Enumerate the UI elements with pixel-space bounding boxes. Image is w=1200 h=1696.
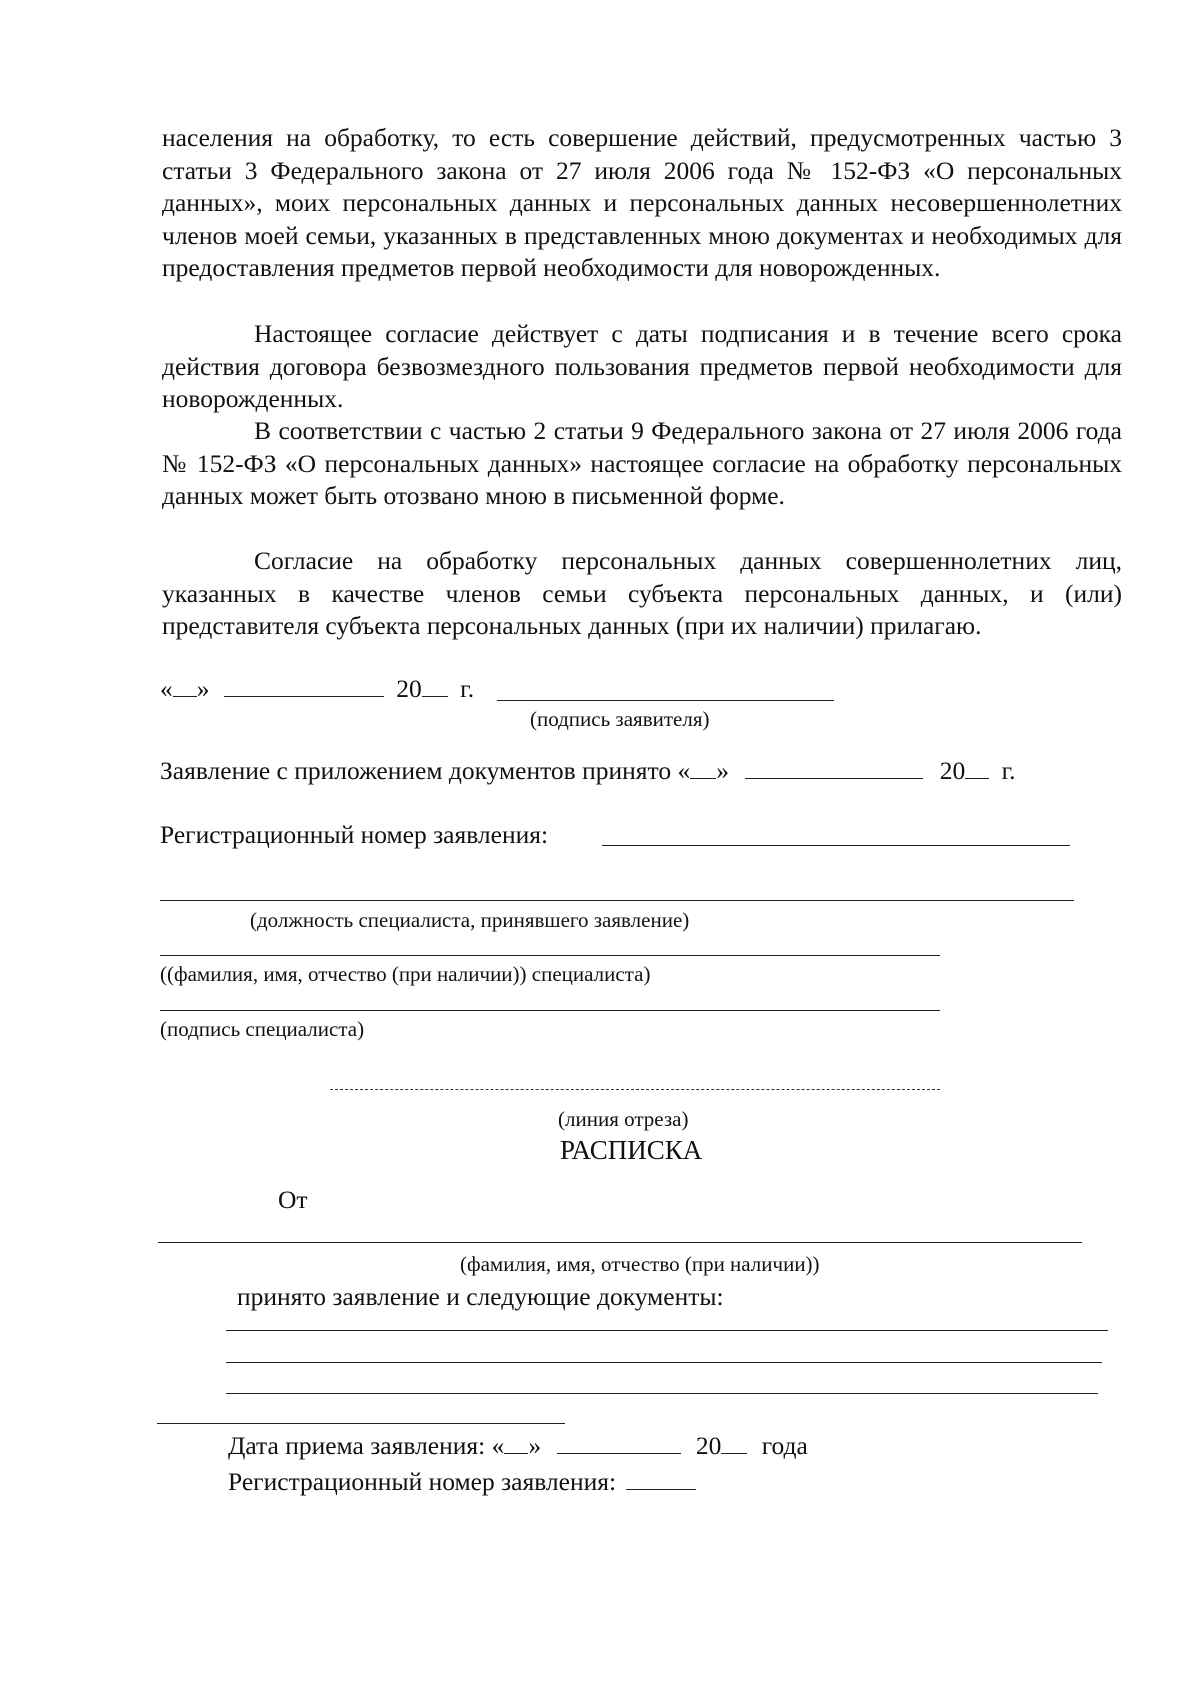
year-field[interactable] <box>422 674 448 697</box>
applicant-date-line <box>160 674 474 704</box>
receipt-title: РАСПИСКА <box>560 1135 703 1165</box>
paragraph-consent-validity: Настоящее согласие действует с даты подписания и в течение всего срока действия договора безвозмездного пользования предметов первой необходимости для новорожденных. <box>162 319 1122 413</box>
registration-label: Регистрационный номер заявления: <box>160 820 549 849</box>
receipt-reg-label: Регистрационный номер заявления: <box>228 1467 617 1496</box>
applicant-signature-field[interactable] <box>497 700 834 701</box>
year-suffix: г. <box>460 674 475 703</box>
applicant-signature-caption: (подпись заявителя) <box>530 707 710 731</box>
receipt-date-label: Дата приема заявления: « <box>228 1431 505 1460</box>
accepted-line <box>160 756 1016 786</box>
accepted-month-field[interactable] <box>745 756 923 779</box>
receipt-doc-line-2[interactable] <box>226 1362 1102 1363</box>
receipt-name-caption: (фамилия, имя, отчество (при наличии)) <box>460 1252 820 1276</box>
specialist-signature-caption: (подпись специалиста) <box>160 1017 365 1041</box>
receipt-registration-line <box>228 1467 696 1497</box>
month-field[interactable] <box>224 674 384 697</box>
accepted-year-prefix: 20 <box>939 756 966 785</box>
receipt-day-field[interactable] <box>504 1431 528 1454</box>
day-field[interactable] <box>173 674 197 697</box>
cut-line-caption: (линия отреза) <box>558 1107 689 1131</box>
day-open-quote: « <box>160 674 173 703</box>
specialist-position-field[interactable] <box>160 900 1074 901</box>
accepted-day-field[interactable] <box>690 756 716 779</box>
accepted-close-quote: » <box>716 756 729 785</box>
specialist-name-field[interactable] <box>160 955 940 956</box>
receipt-name-field[interactable] <box>158 1242 1082 1243</box>
receipt-year-suffix: года <box>761 1431 808 1460</box>
receipt-accepted-docs: принято заявление и следующие документы: <box>237 1282 724 1311</box>
receipt-doc-line-1[interactable] <box>226 1330 1108 1331</box>
paragraph-consent-revocation: В соответствии с частью 2 статьи 9 Федерального закона от 27 июля 2006 года № 152-ФЗ «О персональных данных» настоящее согласие на обработку персональных данных может быть отозвано мною в письменной форме. <box>162 416 1122 510</box>
accepted-year-suffix: г. <box>1001 756 1016 785</box>
receipt-separator <box>157 1423 565 1424</box>
paragraph-consent-attachment: Согласие на обработку персональных данных совершеннолетних лиц, указанных в качестве членов семьи субъекта персональных данных, и (или) представителя субъекта персональных данных (при их наличии) прилагаю. <box>162 546 1122 640</box>
receipt-date-line <box>228 1431 808 1461</box>
specialist-signature-field[interactable] <box>160 1010 940 1011</box>
receipt-reg-field[interactable] <box>626 1467 696 1490</box>
specialist-position-caption: (должность специалиста, принявшего заявление) <box>250 908 690 932</box>
paragraph-consent-scope: населения на обработку, то есть совершение действий, предусмотренных частью 3 статьи 3 Федерального закона от 27 июля 2006 года № 152-ФЗ «О персональных данных», моих персональных данных и персональных данных несовершеннолетних членов моей семьи, указанных в представленных мною документах и необходимых для предоставления предметов первой необходимости для новорожденных. <box>162 123 1122 282</box>
receipt-doc-line-3[interactable] <box>226 1393 1098 1394</box>
accepted-label: Заявление с приложением документов принято « <box>160 756 691 785</box>
receipt-year-field[interactable] <box>721 1431 747 1454</box>
year-prefix: 20 <box>396 674 422 703</box>
receipt-from-label: От <box>278 1185 308 1214</box>
registration-number-field[interactable] <box>602 845 1070 846</box>
receipt-date-close: » <box>528 1431 542 1460</box>
accepted-year-field[interactable] <box>965 756 989 779</box>
cut-line <box>330 1089 940 1090</box>
receipt-year-prefix: 20 <box>695 1431 722 1460</box>
day-close-quote: » <box>196 674 210 703</box>
specialist-name-caption: ((фамилия, имя, отчество (при наличии)) специалиста) <box>160 962 651 986</box>
receipt-month-field[interactable] <box>557 1431 681 1454</box>
